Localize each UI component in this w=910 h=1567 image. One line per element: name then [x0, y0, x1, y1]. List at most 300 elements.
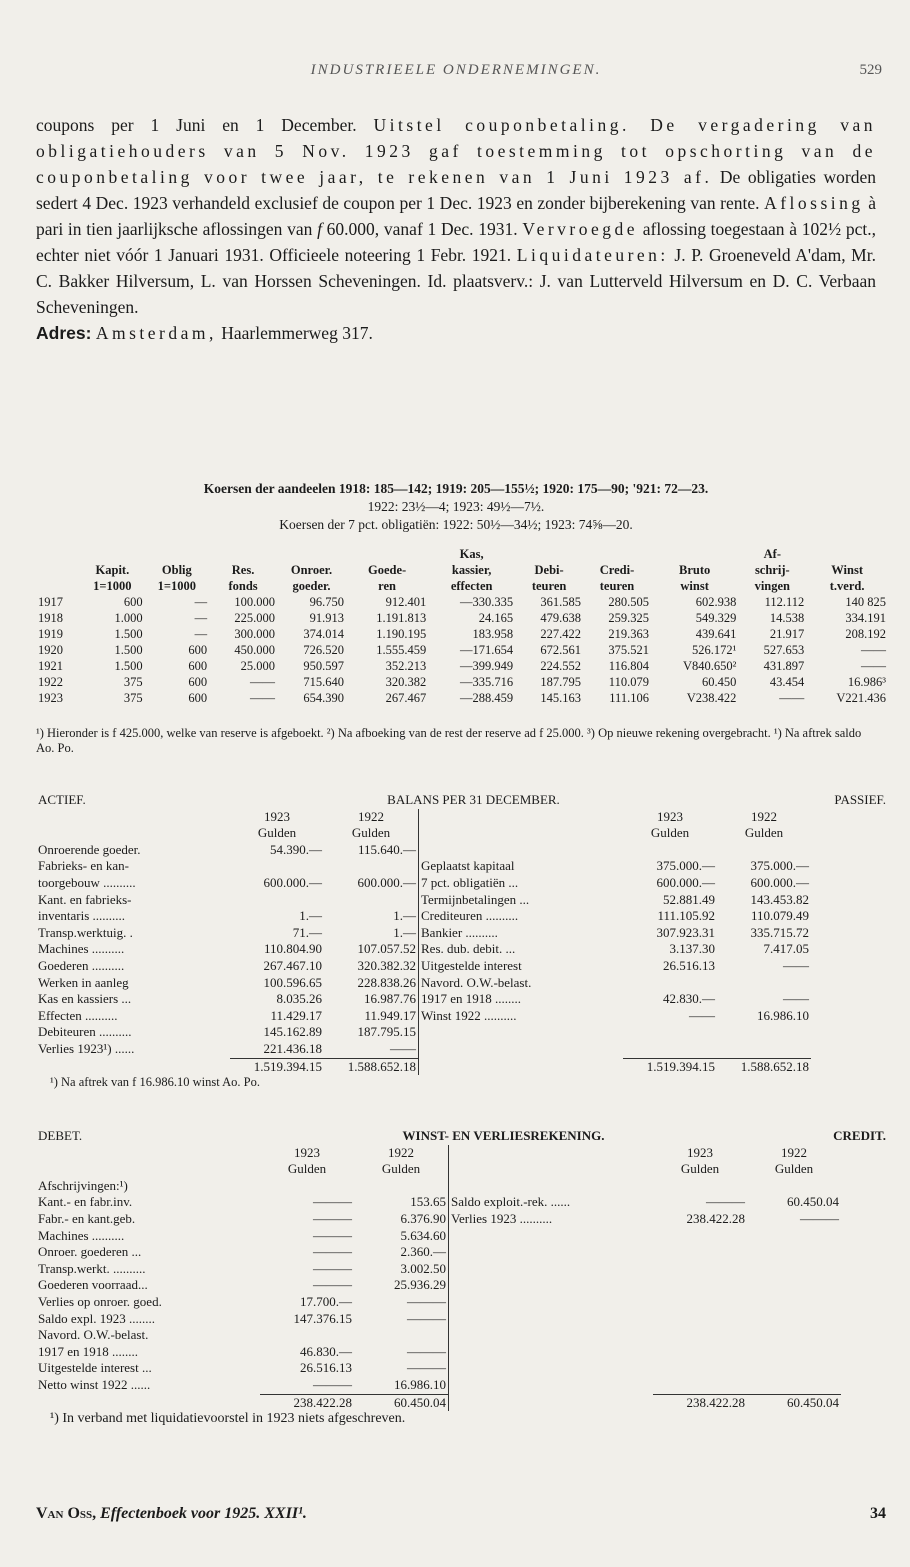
history-header-cell [515, 546, 583, 562]
debet-value-1922: 6.376.90 [400, 1210, 446, 1226]
balance-row [36, 908, 888, 925]
history-value: 450.000 [234, 643, 276, 657]
history-header-cell: teuren [599, 579, 635, 593]
activa-item: Kas en kassiers ... [38, 991, 132, 1007]
debet-value-1923: ——— [313, 1244, 352, 1260]
debet-value-1923 [260, 1327, 354, 1344]
debet-item: Verlies op onroer. goed. [38, 1293, 162, 1309]
debet-item: Transp.werkt. .......... [38, 1260, 146, 1276]
passiva-item: Navord. O.W.-belast. [419, 975, 624, 992]
passiva-value-1922 [717, 1041, 811, 1058]
history-header-cell [36, 578, 80, 594]
year-1922-c: 1922 [781, 1144, 807, 1160]
history-value: 100.000 [234, 595, 276, 609]
sheet-number: 34 [870, 1505, 886, 1522]
history-value: 60.450 [701, 675, 737, 689]
debet-item: 1917 en 1918 ........ [38, 1343, 139, 1359]
activa-value-1923: 54.390.— [270, 841, 322, 857]
balance-title: BALANS PER 31 DECEMBER. [387, 792, 560, 807]
history-value: 374.014 [303, 627, 344, 641]
history-value: 1.000 [114, 611, 143, 625]
text-vergadering: De vergadering van obligatiehouders van 5 Nov. 1923 gaf toestemming tot opschorting van de couponbetaling voor twee jaar, te rekenen van 1 Juni 1923 af. [36, 115, 876, 187]
balance-row [36, 925, 888, 942]
history-value: —399.949 [460, 659, 514, 673]
running-title: INDUSTRIEELE ONDERNEMINGEN. [310, 62, 602, 78]
history-year: 1917 [38, 595, 63, 609]
profit-loss-total: 60.450.04 [747, 1394, 841, 1411]
history-header-cell [80, 546, 144, 562]
history-value: —— [250, 691, 276, 705]
text-liquidateuren: J. P. Groeneveld A'dam, Mr. C. Bakker Hilversum, L. van Horssen Scheveningen. Id. plaatsverv.: J. van Lutterveld Hilversum en D. C. Verbaan Scheveningen. [36, 245, 876, 317]
balance-row [36, 991, 888, 1008]
activa-value-1923: 221.436.18 [263, 1040, 322, 1056]
history-header-cell: teuren [531, 579, 567, 593]
debet-value-1922: 16.986.10 [394, 1376, 446, 1392]
history-value: 225.000 [234, 611, 276, 625]
history-value: 140 825 [845, 595, 886, 609]
activa-value-1923 [230, 858, 324, 875]
passiva-value-1922: 600.000.— [750, 874, 809, 890]
year-1923-p: 1923 [657, 808, 683, 824]
history-header-cell: schrij- [754, 563, 790, 577]
history-value: 600 [188, 659, 208, 673]
balance-row [36, 858, 888, 875]
profit-loss-row [36, 1277, 888, 1294]
profit-loss-row [36, 1228, 888, 1245]
profit-loss-row [36, 1327, 888, 1344]
debet-value-1922: 153.65 [410, 1194, 446, 1210]
history-row [36, 594, 888, 610]
debet-value-1922: ——— [407, 1293, 446, 1309]
activa-value-1922: 1.— [393, 908, 416, 924]
history-header-cell: 1=1000 [93, 579, 132, 593]
history-value: 526.172¹ [691, 643, 737, 657]
passiva-value-1922: 16.986.10 [757, 1007, 809, 1023]
text-aflossing-label: Aflossing [764, 193, 864, 213]
history-value: 1.191.813 [376, 611, 427, 625]
profit-loss-account [36, 1128, 888, 1426]
profit-loss-total: 60.450.04 [354, 1394, 449, 1411]
activa-value-1922: 16.987.76 [364, 991, 416, 1007]
activa-value-1922: 11.949.17 [364, 1007, 416, 1023]
debet-value-1922: 25.936.29 [394, 1277, 446, 1293]
text-vervroegde: aflossing toegestaan à 102½ pct., echter niet vóór 1 Januari 1931. Officieele noteering 1 Febr. 1921. [36, 219, 876, 265]
history-value: V238.422 [686, 691, 737, 705]
activa-value-1923: 100.596.65 [263, 974, 322, 990]
history-value: 334.191 [845, 611, 886, 625]
history-header-cell [145, 546, 209, 562]
profit-loss-table [36, 1128, 888, 1411]
balance-row [36, 892, 888, 909]
history-row [36, 674, 888, 690]
history-value: 320.382 [385, 675, 427, 689]
debet-value-1923: ——— [313, 1194, 352, 1210]
activa-value-1923: 71.— [292, 924, 322, 940]
activa-value-1923: 11.429.17 [270, 1007, 322, 1023]
balance-table [36, 792, 888, 1075]
activa-item: Machines .......... [38, 941, 125, 957]
passiva-value-1923: 42.830.— [663, 991, 715, 1007]
activa-value-1923: 1.— [299, 908, 322, 924]
passiva-item: Bankier .......... [419, 925, 624, 942]
activa-value-1923: 8.035.26 [276, 991, 322, 1007]
debet-label: DEBET. [38, 1128, 83, 1143]
history-value: 91.913 [309, 611, 344, 625]
currency-label: Gulden [257, 825, 297, 841]
history-header-cell: Winst [831, 563, 863, 577]
balance-row [36, 875, 888, 892]
debet-item: Navord. O.W.-belast. [38, 1327, 149, 1343]
history-header-cell: Kapit. [95, 563, 130, 577]
history-year: 1918 [38, 611, 63, 625]
history-value: 672.561 [540, 643, 582, 657]
debet-value-1923: 46.830.— [300, 1343, 352, 1359]
balance-total: 1.519.394.15 [623, 1058, 717, 1075]
activa-value-1922: —— [390, 1040, 416, 1056]
history-value: 352.213 [385, 659, 427, 673]
history-value: 25.000 [240, 659, 276, 673]
profit-loss-row [36, 1194, 888, 1211]
debet-value-1923: ——— [313, 1227, 352, 1243]
credit-value-1922: ——— [800, 1210, 839, 1226]
profit-loss-row [36, 1261, 888, 1278]
balance-footnote: ¹) Na aftrek van f 16.986.10 winst Ao. Po. [50, 1075, 260, 1090]
passiva-value-1922: 335.715.72 [750, 924, 809, 940]
history-value: —330.335 [460, 595, 514, 609]
activa-item: Verlies 1923¹) ...... [38, 1041, 135, 1057]
history-header-cell: Af- [763, 547, 781, 561]
history-value: 600 [188, 675, 208, 689]
history-value: 16.986³ [847, 675, 886, 689]
book-title: Effectenboek voor 1925. [100, 1505, 261, 1522]
history-year: 1921 [38, 659, 63, 673]
history-header-cell: t.verd. [829, 579, 865, 593]
history-value: 187.795 [540, 675, 582, 689]
activa-value-1923: 110.804.90 [263, 941, 322, 957]
profit-loss-row [36, 1377, 888, 1394]
credit-value-1922: 60.450.04 [787, 1194, 839, 1210]
history-value: 1.190.195 [376, 627, 427, 641]
running-header [36, 62, 882, 86]
profit-loss-row [36, 1344, 888, 1361]
koersen-aandeelen-2: 1922: 23½—4; 1923: 49½—7½. [367, 499, 545, 514]
volume: XXII¹. [264, 1505, 307, 1522]
debet-value-1922: 2.360.— [400, 1244, 446, 1260]
year-1922: 1922 [358, 808, 384, 824]
koersen-aandeelen: Koersen der aandeelen 1918: 185—142; 1919: 205—155½; 1920: 175—90; '921: 72—23. [203, 481, 709, 496]
history-header-cell: vingen [754, 579, 791, 593]
adres-street: Haarlemmerweg 317. [216, 323, 373, 343]
history-header-cell: Kas, [459, 547, 484, 561]
passiva-value-1923: 307.923.31 [656, 924, 715, 940]
history-header-cell: fonds [228, 579, 258, 593]
passiva-item: Winst 1922 .......... [419, 1008, 624, 1025]
debet-value-1923 [260, 1178, 354, 1195]
activa-item: inventaris .......... [38, 908, 126, 924]
history-header-cell [806, 546, 888, 562]
history-header-cell [209, 546, 277, 562]
page-footer [36, 1505, 886, 1523]
debet-value-1923: ——— [313, 1376, 352, 1392]
passiva-item: 1917 en 1918 ........ [419, 991, 624, 1008]
passiva-item: Uitgestelde interest [419, 958, 624, 975]
activa-value-1922 [324, 892, 419, 909]
publisher: Van Oss, [36, 1505, 97, 1522]
history-value: —— [779, 691, 805, 705]
activa-item: Fabrieks- en kan- [38, 858, 129, 874]
passiva-value-1923 [623, 842, 717, 859]
profit-loss-footnote: ¹) In verband met liquidatievoorstel in 1923 niets afgeschreven. [50, 1411, 406, 1427]
passiva-item: Termijnbetalingen ... [419, 892, 624, 909]
debet-item: Netto winst 1922 ...... [38, 1377, 151, 1393]
year-1922-p: 1922 [751, 808, 777, 824]
profit-loss-row [36, 1178, 888, 1195]
history-header-cell: Credi- [599, 563, 635, 577]
text-liquidateuren-label: Liquidateuren: [516, 245, 669, 265]
history-header-cell: goeder. [292, 579, 331, 593]
text-florin: f [317, 219, 322, 239]
history-value: V840.650² [682, 659, 737, 673]
debet-value-1922: 5.634.60 [400, 1227, 446, 1243]
history-value: 145.163 [540, 691, 582, 705]
history-header-cell [277, 546, 346, 562]
passiva-value-1922 [717, 842, 811, 859]
history-value: 111.106 [609, 691, 649, 705]
currency-label: Gulden [351, 825, 391, 841]
history-value: 527.653 [763, 643, 805, 657]
credit-value-1922 [747, 1178, 841, 1195]
history-header-cell [36, 546, 80, 562]
page-number: 529 [859, 62, 882, 78]
activa-value-1922: 187.795.15 [357, 1024, 416, 1040]
history-value: 549.329 [695, 611, 737, 625]
history-value: 439.641 [695, 627, 737, 641]
history-value: — [194, 595, 208, 609]
history-value: 24.165 [478, 611, 514, 625]
history-value: 224.552 [540, 659, 582, 673]
activa-value-1922: 320.382.32 [357, 957, 416, 973]
profit-loss-row [36, 1294, 888, 1311]
history-value: — [194, 611, 208, 625]
passiva-value-1922 [717, 1024, 811, 1041]
history-value: — [194, 627, 208, 641]
debet-value-1923: ——— [313, 1260, 352, 1276]
profit-loss-row [36, 1211, 888, 1228]
debet-value-1922: ——— [407, 1343, 446, 1359]
passiva-value-1923 [623, 1024, 717, 1041]
passiva-value-1923: 375.000.— [656, 858, 715, 874]
history-header-cell: Debi- [534, 563, 564, 577]
history-header-cell: kassier, [451, 563, 492, 577]
history-header-cell: Res. [231, 563, 255, 577]
debet-value-1923: 26.516.13 [300, 1360, 352, 1376]
history-value: 112.112 [764, 595, 805, 609]
balance-row [36, 941, 888, 958]
debet-item: Uitgestelde interest ... [38, 1360, 152, 1376]
balance-total: 1.588.652.18 [324, 1058, 419, 1075]
koersen-obligaties: Koersen der 7 pct. obligatiën: 1922: 50½—34½; 1923: 74⅝—20. [279, 517, 633, 532]
year-1923: 1923 [264, 808, 290, 824]
currency-label: Gulden [650, 825, 690, 841]
adres-city: Amsterdam, [95, 323, 217, 343]
history-value: —— [250, 675, 276, 689]
passiva-value-1922: 375.000.— [750, 858, 809, 874]
activa-item: toorgebouw .......... [38, 874, 136, 890]
balance-row [36, 958, 888, 975]
passiva-value-1922: 7.417.05 [763, 941, 809, 957]
history-value: 715.640 [303, 675, 344, 689]
balance-row [36, 1024, 888, 1041]
history-value: 361.585 [540, 595, 582, 609]
history-value: 1.500 [114, 627, 143, 641]
activa-value-1923: 145.162.89 [263, 1024, 322, 1040]
history-value: 43.454 [769, 675, 805, 689]
passiva-item [419, 1024, 624, 1041]
currency-label: Gulden [774, 1161, 814, 1177]
company-text [36, 112, 876, 346]
passiva-value-1923: 26.516.13 [663, 957, 715, 973]
passiva-value-1923: 52.881.49 [663, 891, 715, 907]
activa-value-1923 [230, 892, 324, 909]
history-value: 375 [123, 675, 143, 689]
debet-value-1922: 3.002.50 [400, 1260, 446, 1276]
history-header-cell [583, 546, 651, 562]
history-value: 183.958 [472, 627, 514, 641]
activa-item: Goederen .......... [38, 957, 125, 973]
text-obligaties: De obligaties worden sedert 4 Dec. 1923 verhandeld exclusief de coupon per 1 Dec. 1923 en zonder bijberekening van rente. [36, 167, 876, 213]
history-value: —— [861, 659, 886, 673]
activa-item: Onroerende goeder. [38, 841, 141, 857]
balance-total: 1.588.652.18 [717, 1058, 811, 1075]
debet-item: Saldo expl. 1923 ........ [38, 1310, 155, 1326]
history-value: 21.917 [769, 627, 805, 641]
activa-value-1922: 600.000.— [357, 874, 416, 890]
history-value: 300.000 [234, 627, 276, 641]
year-1923: 1923 [294, 1144, 320, 1160]
history-value: 431.897 [763, 659, 805, 673]
koersen-block [36, 480, 876, 534]
history-year: 1922 [38, 675, 63, 689]
history-value: 1.500 [114, 659, 143, 673]
history-value: 259.325 [608, 611, 649, 625]
history-value: —288.459 [460, 691, 514, 705]
history-value: 96.750 [309, 595, 344, 609]
passiva-item: Res. dub. debit. ... [419, 941, 624, 958]
credit-label: CREDIT. [833, 1128, 886, 1143]
history-value: 227.422 [540, 627, 582, 641]
profit-loss-row [36, 1244, 888, 1261]
debet-item: Onroer. goederen ... [38, 1244, 142, 1260]
history-row [36, 610, 888, 626]
currency-label: Gulden [287, 1161, 327, 1177]
history-value: —— [861, 643, 886, 657]
history-value: 726.520 [303, 643, 344, 657]
debet-value-1922 [354, 1327, 449, 1344]
history-header-cell: winst [680, 579, 709, 593]
credit-item: Saldo exploit.-rek. ...... [449, 1194, 654, 1211]
history-table [36, 546, 888, 706]
balance-row [36, 1041, 888, 1058]
history-value: 219.363 [608, 627, 649, 641]
passiva-item [419, 1041, 624, 1058]
activa-item: Debiteuren .......... [38, 1024, 132, 1040]
profit-loss-total: 238.422.28 [260, 1394, 354, 1411]
currency-label: Gulden [744, 825, 784, 841]
credit-item: Verlies 1923 .......... [449, 1211, 654, 1228]
history-value: 600 [188, 643, 208, 657]
history-value: 110.079 [608, 675, 649, 689]
history-value: 14.538 [769, 611, 805, 625]
passiva-item: Geplaatst kapitaal [419, 858, 624, 875]
passiva-value-1922 [717, 975, 811, 992]
passiva-value-1923 [623, 975, 717, 992]
history-row [36, 626, 888, 642]
currency-label: Gulden [381, 1161, 421, 1177]
debet-value-1922: ——— [407, 1310, 446, 1326]
profit-loss-title: WINST- EN VERLIESREKENING. [402, 1128, 605, 1143]
debet-value-1923: 17.700.— [300, 1293, 352, 1309]
balance-total: 1.519.394.15 [230, 1058, 324, 1075]
history-value: 654.390 [303, 691, 344, 705]
history-header-cell [346, 546, 428, 562]
activa-label: ACTIEF. [38, 792, 86, 807]
history-header-cell: Bruto [679, 563, 711, 577]
passiva-value-1923: 600.000.— [656, 874, 715, 890]
debet-item: Fabr.- en kant.geb. [38, 1210, 136, 1226]
history-value: 600 [123, 595, 143, 609]
history-value: 1.555.459 [376, 643, 427, 657]
debet-value-1923: ——— [313, 1210, 352, 1226]
history-value: 208.192 [845, 627, 886, 641]
activa-value-1923: 600.000.— [263, 874, 322, 890]
profit-loss-total: 238.422.28 [653, 1394, 747, 1411]
history-year: 1919 [38, 627, 63, 641]
history-header-cell: ren [378, 579, 396, 593]
balance-row [36, 842, 888, 859]
history-header-cell [651, 546, 738, 562]
debet-item: Afschrijvingen:¹) [38, 1177, 128, 1193]
text-aflossing-amount: 60.000, vanaf 1 Dec. 1931. [321, 219, 523, 239]
credit-value-1923: 238.422.28 [686, 1210, 745, 1226]
history-footnote: ¹) Hieronder is f 425.000, welke van reserve is afgeboekt. ²) Na afboeking van de rest der reserve ad f 25.000. ³) Op nieuwe rekening overgebracht. ¹) Na aftrek saldo Ao. Po. [36, 726, 862, 755]
text-coupons: coupons per 1 Juni en 1 December. [36, 115, 374, 135]
credit-value-1923 [653, 1178, 747, 1195]
history-row [36, 658, 888, 674]
history-value: 375.521 [608, 643, 649, 657]
activa-item: Werken in aanleg [38, 974, 129, 990]
activa-value-1922: 1.— [393, 924, 416, 940]
credit-item [449, 1178, 654, 1195]
history-header-cell: 1=1000 [157, 579, 197, 593]
history-value: V221.436 [836, 691, 886, 705]
text-uitstel: Uitstel couponbetaling. [373, 115, 630, 135]
debet-item: Goederen voorraad... [38, 1277, 148, 1293]
passiva-item: 7 pct. obligatiën ... [419, 875, 624, 892]
activa-value-1923: 267.467.10 [263, 957, 322, 973]
debet-item: Machines .......... [38, 1227, 125, 1243]
history-value: —335.716 [460, 675, 514, 689]
activa-item: Effecten .......... [38, 1007, 118, 1023]
debet-value-1922 [354, 1178, 449, 1195]
balance-row [36, 1008, 888, 1025]
activa-item: Transp.werktuig. . [38, 924, 133, 940]
history-value: 116.804 [608, 659, 649, 673]
text-vervroegde-label: Vervroegde [522, 219, 639, 239]
passiva-label: PASSIEF. [834, 792, 886, 807]
history-value: 280.505 [608, 595, 649, 609]
debet-item: Kant.- en fabr.inv. [38, 1194, 133, 1210]
passiva-value-1923: —— [689, 1007, 715, 1023]
